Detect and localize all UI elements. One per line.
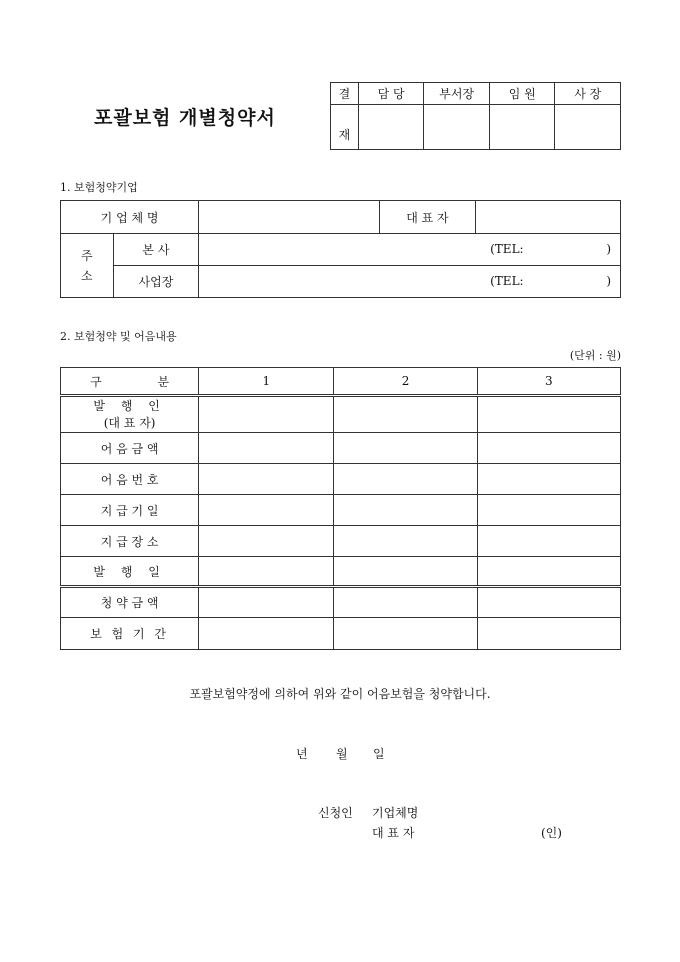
number-cell-1[interactable] bbox=[199, 464, 334, 495]
company-table bbox=[60, 200, 621, 298]
date-month: 월 bbox=[336, 747, 348, 761]
section1-heading: 1. 보험청약기업 bbox=[60, 181, 138, 194]
approval-table bbox=[330, 82, 621, 150]
approval-sign-manager[interactable] bbox=[424, 105, 490, 150]
subscription-amount-cell-1[interactable] bbox=[199, 587, 334, 618]
unit-label: (단위 : 원) bbox=[569, 349, 621, 362]
row-label-issuer bbox=[61, 396, 199, 433]
section2-heading: 2. 보험청약 및 어음내용 bbox=[60, 330, 177, 343]
column-header-2: 2 bbox=[334, 368, 477, 396]
representative-field[interactable] bbox=[476, 201, 621, 234]
column-header-3: 3 bbox=[477, 368, 620, 396]
issuer-cell-2[interactable] bbox=[334, 396, 477, 433]
approval-sign-staff[interactable] bbox=[358, 105, 424, 150]
approval-label-top: 결 bbox=[331, 83, 359, 105]
approval-sign-executive[interactable] bbox=[489, 105, 555, 150]
representative-label: 대 표 자 bbox=[379, 201, 475, 234]
approval-label-bottom: 재 bbox=[331, 105, 359, 150]
row-label-due-date: 지 급 기 일 bbox=[61, 495, 199, 526]
row-label-number: 어 음 번 호 bbox=[61, 464, 199, 495]
site-label: 사업장 bbox=[113, 266, 198, 298]
address-label-char-1: 주 bbox=[81, 248, 93, 263]
due-date-cell-1[interactable] bbox=[199, 495, 334, 526]
category-header: 구 분 bbox=[61, 368, 199, 396]
document-title: 포괄보험 개별청약서 bbox=[94, 107, 276, 129]
insurance-period-cell-1[interactable] bbox=[199, 618, 334, 650]
subscription-amount-cell-2[interactable] bbox=[334, 587, 477, 618]
payment-place-cell-2[interactable] bbox=[334, 526, 477, 557]
approval-header-president: 사 장 bbox=[555, 83, 621, 105]
hq-label: 본 사 bbox=[113, 234, 198, 266]
row-label-subscription-amount: 청 약 금 액 bbox=[61, 587, 199, 618]
bill-table bbox=[60, 367, 621, 650]
number-cell-3[interactable] bbox=[477, 464, 620, 495]
seal-label: (인) bbox=[541, 826, 562, 840]
hq-tel-close: ) bbox=[606, 242, 611, 256]
hq-tel-label: (TEL: bbox=[490, 242, 524, 256]
applicant-label: 신청인 bbox=[318, 806, 353, 820]
company-name-label: 기 업 체 명 bbox=[61, 201, 199, 234]
hq-address-field[interactable] bbox=[199, 234, 621, 266]
row-label-insurance-period: 보 험 기 간 bbox=[61, 618, 199, 650]
site-tel-close: ) bbox=[606, 274, 611, 288]
approval-sign-president[interactable] bbox=[555, 105, 621, 150]
due-date-cell-2[interactable] bbox=[334, 495, 477, 526]
insurance-period-cell-2[interactable] bbox=[334, 618, 477, 650]
issuer-label: 발 행 인 bbox=[93, 398, 166, 413]
number-cell-2[interactable] bbox=[334, 464, 477, 495]
issuer-cell-1[interactable] bbox=[199, 396, 334, 433]
approval-header-staff: 담 당 bbox=[358, 83, 424, 105]
row-label-amount: 어 음 금 액 bbox=[61, 433, 199, 464]
applicant-representative-label: 대 표 자 bbox=[372, 826, 415, 840]
row-label-payment-place: 지 급 장 소 bbox=[61, 526, 199, 557]
company-name-field[interactable] bbox=[199, 201, 380, 234]
issue-date-cell-3[interactable] bbox=[477, 557, 620, 587]
subscription-amount-cell-3[interactable] bbox=[477, 587, 620, 618]
amount-cell-3[interactable] bbox=[477, 433, 620, 464]
issuer-cell-3[interactable] bbox=[477, 396, 620, 433]
due-date-cell-3[interactable] bbox=[477, 495, 620, 526]
approval-header-executive: 임 원 bbox=[489, 83, 555, 105]
amount-cell-2[interactable] bbox=[334, 433, 477, 464]
issue-date-cell-1[interactable] bbox=[199, 557, 334, 587]
row-label-issue-date: 발 행 일 bbox=[61, 557, 199, 587]
approval-header-manager: 부서장 bbox=[424, 83, 490, 105]
payment-place-cell-3[interactable] bbox=[477, 526, 620, 557]
site-tel-label: (TEL: bbox=[490, 274, 524, 288]
date-year: 년 bbox=[296, 747, 308, 761]
address-label bbox=[61, 234, 114, 298]
issue-date-cell-2[interactable] bbox=[334, 557, 477, 587]
site-address-field[interactable] bbox=[199, 266, 621, 298]
column-header-1: 1 bbox=[199, 368, 334, 396]
applicant-company-label: 기업체명 bbox=[372, 806, 419, 820]
statement-text: 포괄보험약정에 의하여 위와 같이 어음보험을 청약합니다. bbox=[189, 687, 491, 701]
issuer-sublabel: (대 표 자) bbox=[103, 415, 156, 430]
amount-cell-1[interactable] bbox=[199, 433, 334, 464]
address-label-char-2: 소 bbox=[81, 268, 93, 283]
insurance-period-cell-3[interactable] bbox=[477, 618, 620, 650]
payment-place-cell-1[interactable] bbox=[199, 526, 334, 557]
date-day: 일 bbox=[373, 747, 385, 761]
